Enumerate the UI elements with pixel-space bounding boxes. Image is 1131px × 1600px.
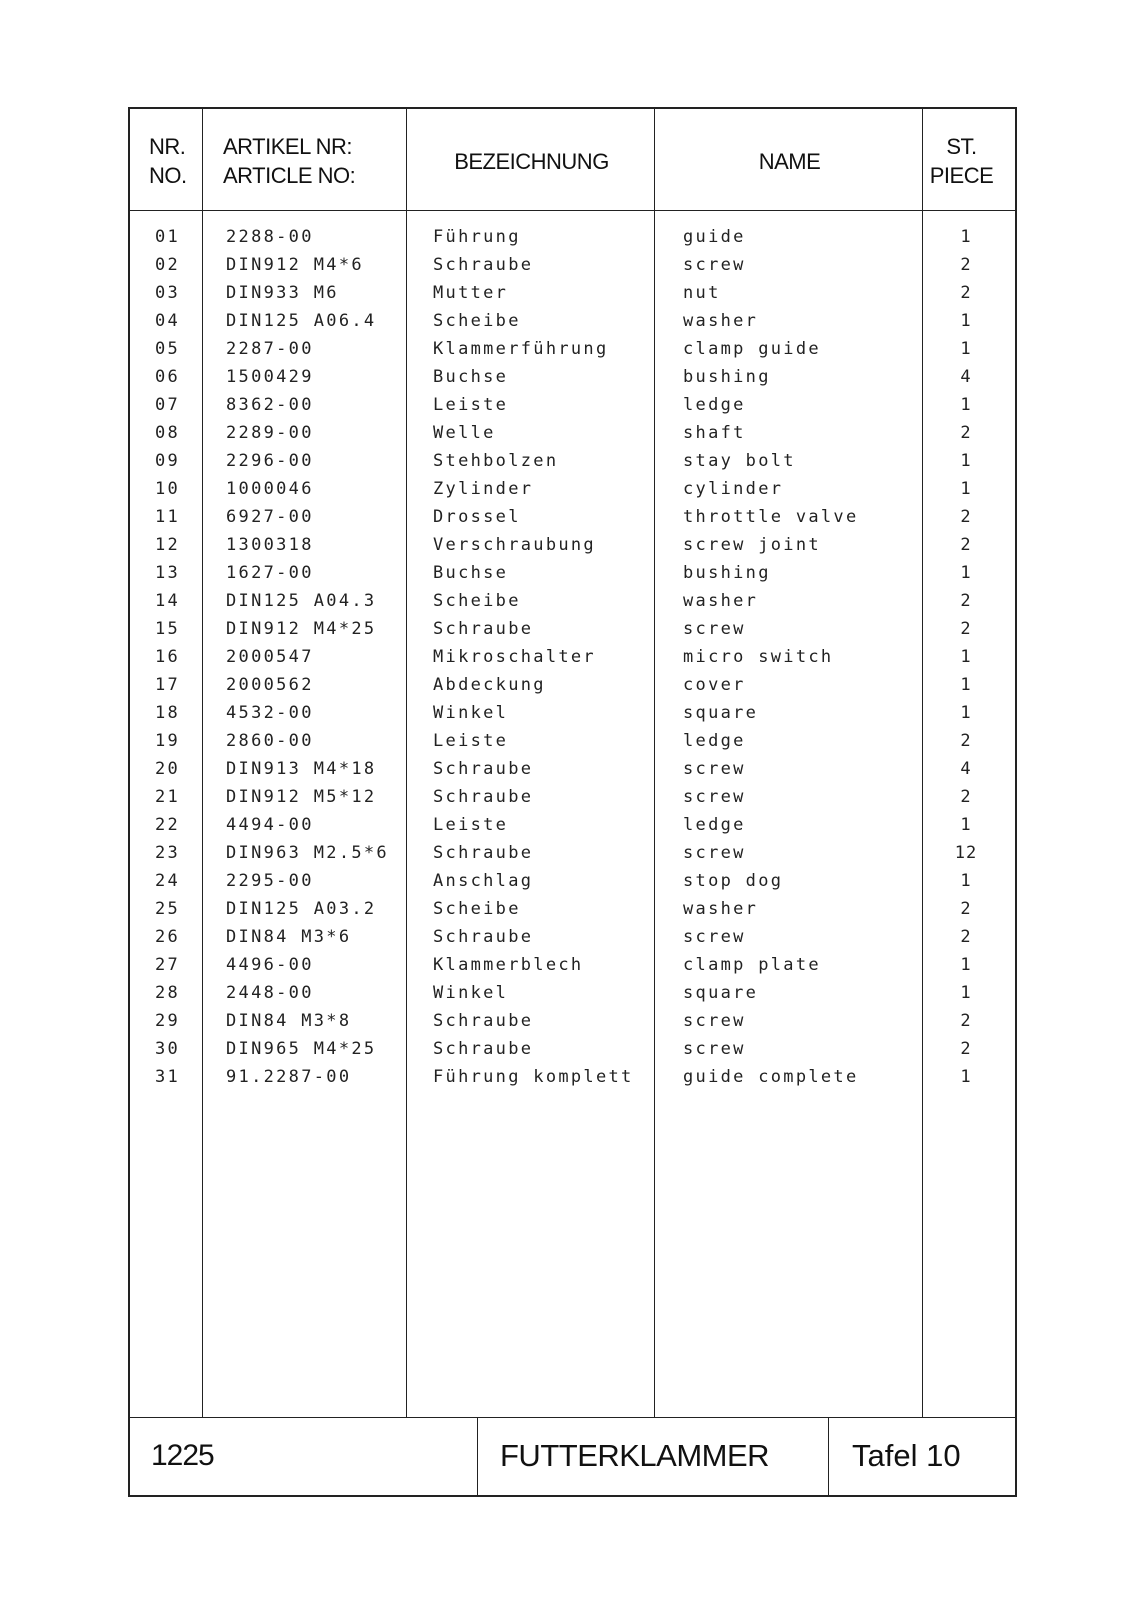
row-bezeichnung: Schraube [433,927,534,947]
table-row [130,506,1015,534]
row-pieces: 2 [960,507,972,527]
row-bezeichnung: Schraube [433,759,534,779]
row-article-no: 1500429 [226,367,314,387]
row-pieces: 2 [960,255,972,275]
row-bezeichnung: Leiste [433,395,509,415]
row-bezeichnung: Scheibe [433,311,521,331]
row-nr: 21 [155,787,181,807]
table-row [130,338,1015,366]
row-nr: 07 [155,395,181,415]
table-row [130,618,1015,646]
row-article-no: DIN933 M6 [226,283,339,303]
row-article-no: DIN912 M4*6 [226,255,364,275]
row-bezeichnung: Anschlag [433,871,534,891]
table-row [130,1010,1015,1038]
row-article-no: 6927-00 [226,507,314,527]
row-bezeichnung: Stehbolzen [433,451,559,471]
row-pieces: 1 [960,703,972,723]
row-nr: 03 [155,283,181,303]
row-name: shaft [683,423,746,443]
row-bezeichnung: Drossel [433,507,521,527]
row-bezeichnung: Klammerführung [433,339,609,359]
row-name: ledge [683,815,746,835]
parts-list-sheet [128,107,1017,1497]
header-divider [130,210,1015,211]
row-nr: 16 [155,647,181,667]
header-name: NAME [758,148,821,174]
row-nr: 31 [155,1067,181,1087]
row-nr: 12 [155,535,181,555]
row-pieces: 2 [960,899,972,919]
row-name: screw [683,927,746,947]
table-row [130,366,1015,394]
table-row [130,954,1015,982]
parts-table-body [130,226,1015,1094]
row-article-no: 91.2287-00 [226,1067,352,1087]
row-bezeichnung: Verschraubung [433,535,596,555]
row-bezeichnung: Schraube [433,787,534,807]
row-article-no: DIN912 M4*25 [226,619,377,639]
row-name: square [683,703,759,723]
row-nr: 27 [155,955,181,975]
table-row [130,534,1015,562]
table-row [130,422,1015,450]
row-bezeichnung: Winkel [433,983,509,1003]
header-nr [149,109,187,213]
row-bezeichnung: Schraube [433,1039,534,1059]
row-pieces: 12 [954,843,978,863]
table-row [130,450,1015,478]
row-bezeichnung: Schraube [433,255,534,275]
row-pieces: 1 [960,675,972,695]
table-row [130,730,1015,758]
table-row [130,282,1015,310]
row-nr: 10 [155,479,181,499]
row-name: throttle valve [683,507,859,527]
row-pieces: 1 [960,563,972,583]
footer-title-cell [478,1417,829,1495]
table-row [130,758,1015,786]
row-nr: 14 [155,591,181,611]
row-nr: 29 [155,1011,181,1031]
row-article-no: DIN963 M2.5*6 [226,843,389,863]
table-row [130,674,1015,702]
row-nr: 02 [155,255,181,275]
row-name: screw [683,843,746,863]
row-name: bushing [683,563,771,583]
row-nr: 19 [155,731,181,751]
table-row [130,226,1015,254]
title-block [130,1417,1015,1495]
table-row [130,842,1015,870]
table-row [130,786,1015,814]
row-pieces: 1 [960,227,972,247]
row-nr: 28 [155,983,181,1003]
row-name: screw [683,619,746,639]
row-bezeichnung: Mutter [433,283,509,303]
table-row [130,310,1015,338]
row-name: stay bolt [683,451,796,471]
row-pieces: 2 [960,787,972,807]
row-pieces: 1 [960,871,972,891]
row-article-no: 2000562 [226,675,314,695]
row-bezeichnung: Buchse [433,563,509,583]
footer-plate: Tafel 10 [852,1438,961,1473]
row-name: stop dog [683,871,784,891]
row-bezeichnung: Scheibe [433,899,521,919]
row-article-no: DIN84 M3*6 [226,927,352,947]
row-pieces: 1 [960,1067,972,1087]
table-row [130,926,1015,954]
row-bezeichnung: Scheibe [433,591,521,611]
row-article-no: 1300318 [226,535,314,555]
table-row [130,982,1015,1010]
row-name: screw joint [683,535,821,555]
row-nr: 18 [155,703,181,723]
footer-code-cell [130,1417,478,1495]
table-row [130,646,1015,674]
row-article-no: 2296-00 [226,451,314,471]
row-nr: 13 [155,563,181,583]
row-article-no: DIN125 A03.2 [226,899,377,919]
row-pieces: 1 [960,451,972,471]
row-pieces: 1 [960,339,972,359]
row-article-no: DIN84 M3*8 [226,1011,352,1031]
row-nr: 22 [155,815,181,835]
row-bezeichnung: Schraube [433,1011,534,1031]
row-pieces: 2 [960,535,972,555]
row-pieces: 2 [960,283,972,303]
row-article-no: 2860-00 [226,731,314,751]
row-pieces: 2 [960,731,972,751]
row-name: micro switch [683,647,834,667]
row-pieces: 2 [960,1011,972,1031]
table-row [130,254,1015,282]
row-bezeichnung: Klammerblech [433,955,584,975]
row-pieces: 1 [960,479,972,499]
row-nr: 30 [155,1039,181,1059]
row-name: cylinder [683,479,784,499]
header-article [223,109,355,213]
header-st-line2: PIECE [929,163,994,188]
row-nr: 25 [155,899,181,919]
row-pieces: 2 [960,1039,972,1059]
row-pieces: 1 [960,815,972,835]
row-bezeichnung: Leiste [433,731,509,751]
row-bezeichnung: Welle [433,423,496,443]
row-name: square [683,983,759,1003]
header-nr-line2: NO. [149,163,187,188]
row-bezeichnung: Schraube [433,843,534,863]
row-name: washer [683,591,759,611]
row-name: guide complete [683,1067,859,1087]
row-bezeichnung: Mikroschalter [433,647,596,667]
row-nr: 23 [155,843,181,863]
table-row [130,478,1015,506]
row-name: washer [683,899,759,919]
row-name: washer [683,311,759,331]
table-row [130,870,1015,898]
row-article-no: DIN912 M5*12 [226,787,377,807]
row-nr: 11 [155,507,181,527]
row-name: clamp guide [683,339,821,359]
header-bezeichnung: BEZEICHNUNG [454,148,609,174]
row-bezeichnung: Führung komplett [433,1067,634,1087]
row-article-no: 1627-00 [226,563,314,583]
row-nr: 08 [155,423,181,443]
table-row [130,814,1015,842]
row-nr: 04 [155,311,181,331]
row-pieces: 1 [960,395,972,415]
row-article-no: DIN965 M4*25 [226,1039,377,1059]
row-pieces: 1 [960,311,972,331]
row-nr: 24 [155,871,181,891]
row-bezeichnung: Abdeckung [433,675,546,695]
row-bezeichnung: Schraube [433,619,534,639]
row-name: ledge [683,395,746,415]
row-bezeichnung: Leiste [433,815,509,835]
header-article-line2: ARTICLE NO: [223,163,356,188]
row-pieces: 2 [960,619,972,639]
row-pieces: 1 [960,983,972,1003]
row-name: cover [683,675,746,695]
table-row [130,702,1015,730]
row-article-no: DIN125 A04.3 [226,591,377,611]
row-nr: 20 [155,759,181,779]
row-article-no: DIN913 M4*18 [226,759,377,779]
row-nr: 01 [155,227,181,247]
row-article-no: 1000046 [226,479,314,499]
header-nr-line1: NR. [149,134,186,159]
row-name: screw [683,759,746,779]
row-name: screw [683,787,746,807]
row-pieces: 4 [960,759,972,779]
row-nr: 05 [155,339,181,359]
row-name: nut [683,283,721,303]
row-bezeichnung: Buchse [433,367,509,387]
table-row [130,562,1015,590]
row-article-no: 4496-00 [226,955,314,975]
row-article-no: 2288-00 [226,227,314,247]
row-pieces: 2 [960,423,972,443]
footer-code: 1225 [151,1439,214,1472]
footer-title: FUTTERKLAMMER [500,1438,770,1473]
row-article-no: 4494-00 [226,815,314,835]
row-article-no: 2289-00 [226,423,314,443]
header-st-line1: ST. [946,134,977,159]
row-bezeichnung: Führung [433,227,521,247]
row-name: bushing [683,367,771,387]
row-article-no: 2287-00 [226,339,314,359]
row-name: guide [683,227,746,247]
table-row [130,898,1015,926]
row-name: screw [683,1011,746,1031]
row-name: ledge [683,731,746,751]
row-name: screw [683,1039,746,1059]
row-nr: 26 [155,927,181,947]
row-bezeichnung: Zylinder [433,479,534,499]
row-pieces: 1 [960,955,972,975]
row-article-no: 2000547 [226,647,314,667]
header-article-line1: ARTIKEL NR: [223,134,352,159]
table-row [130,1038,1015,1066]
row-name: screw [683,255,746,275]
row-pieces: 4 [960,367,972,387]
table-row [130,394,1015,422]
table-row [130,1066,1015,1094]
row-article-no: 2295-00 [226,871,314,891]
row-pieces: 1 [960,647,972,667]
table-row [130,590,1015,618]
row-name: clamp plate [683,955,821,975]
row-nr: 17 [155,675,181,695]
row-article-no: DIN125 A06.4 [226,311,377,331]
header-st [924,109,999,213]
row-article-no: 2448-00 [226,983,314,1003]
row-pieces: 2 [960,591,972,611]
row-nr: 06 [155,367,181,387]
row-nr: 09 [155,451,181,471]
row-article-no: 8362-00 [226,395,314,415]
row-nr: 15 [155,619,181,639]
row-article-no: 4532-00 [226,703,314,723]
row-bezeichnung: Winkel [433,703,509,723]
row-pieces: 2 [960,927,972,947]
footer-plate-cell [830,1417,1015,1495]
